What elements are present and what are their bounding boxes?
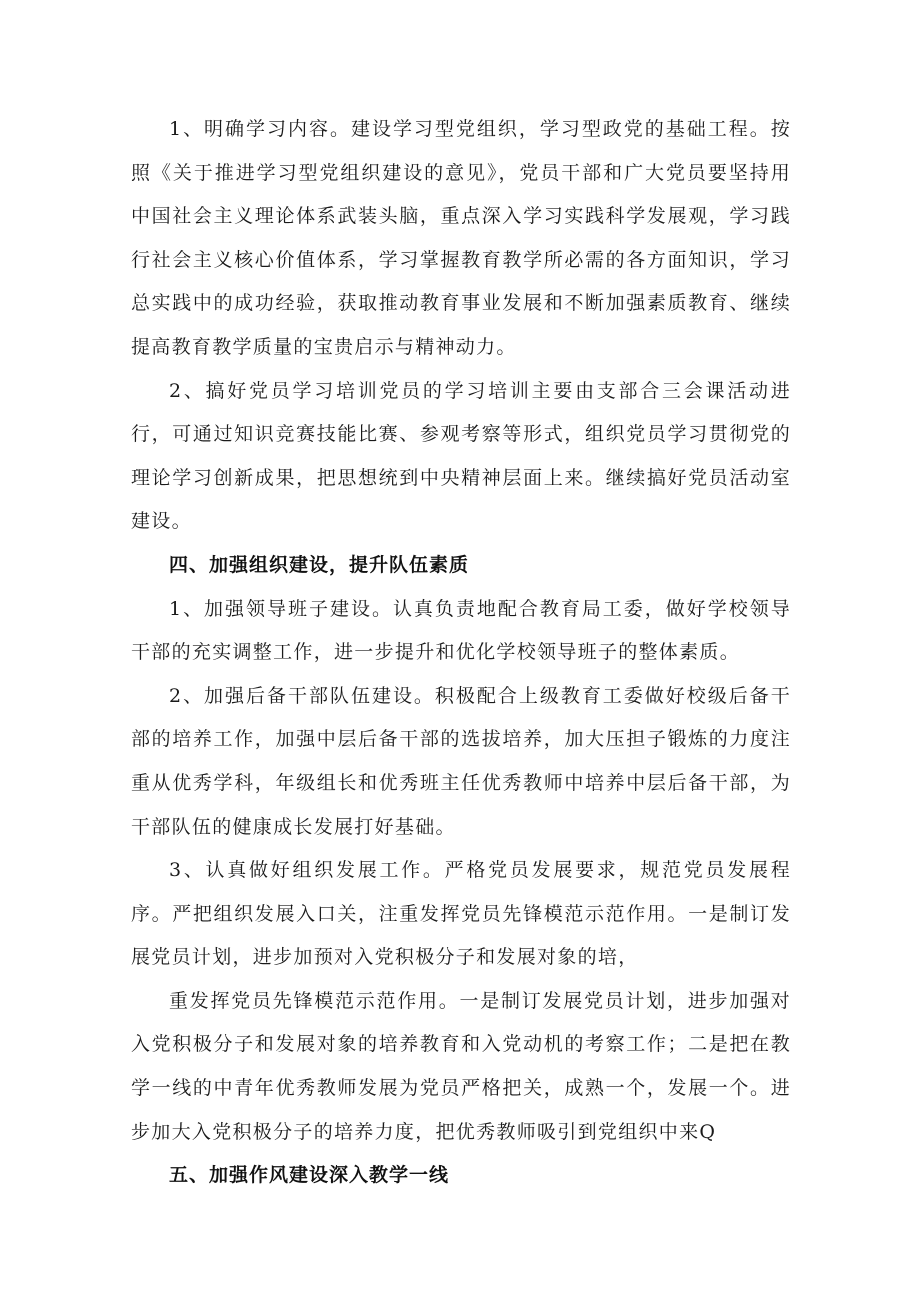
section-heading-work-style: 五、加强作风建设深入教学一线: [169, 1164, 450, 1187]
section-heading-organization: 四、加强组织建设，提升队伍素质: [169, 553, 470, 576]
paragraph-reserve-cadres: 2、加强后备干部队伍建设。积极配合上级教育工委做好校级后备干部的培养工作，加强中层后备干部的选拔培养，加大压担子锻炼的力度注重从优秀学科，年级组长和优秀班主任优秀教师中培养中层后备干部，为干部队伍的健康成长发展打好基础。: [131, 684, 791, 838]
paragraph-learning-content: 1、明确学习内容。建设学习型党组织，学习型政党的基础工程。按照《关于推进学习型党组织建设的意见》，党员干部和广大党员要坚持用中国社会主义理论体系武装头脑，重点深入学习实践科学发展观，学习践行社会主义核心价值体系，学习掌握教育教学所必需的各方面知识，学习总实践中的成功经验，获取推动教育事业发展和不断加强素质教育、继续提高教育教学质量的宝贵启示与精神动力。: [131, 118, 791, 358]
document-body: [131, 108, 791, 1198]
paragraph-member-training: 2、搞好党员学习培训党员的学习培训主要由支部合三会课活动进行，可通过知识竞赛技能比赛、参观考察等形式，组织党员学习贯彻党的理论学习创新成果，把思想统到中央精神层面上来。继续搞好党员活动室建设。: [131, 379, 791, 533]
paragraph-leadership: 1、加强领导班子建设。认真负责地配合教育局工委，做好学校领导干部的充实调整工作，进一步提升和优化学校领导班子的整体素质。: [131, 597, 791, 664]
paragraph-organization-development: 3、认真做好组织发展工作。严格党员发展要求，规范党员发展程序。严把组织发展入口关，注重发挥党员先锋模范示范作用。一是制订发展党员计划，进步加预对入党积极分子和发展对象的培，: [131, 859, 791, 969]
paragraph-exemplary-role: 重发挥党员先锋模范示范作用。一是制订发展党员计划，进步加强对入党积极分子和发展对象的培养教育和入党动机的考察工作；二是把在教学一线的中青年优秀教师发展为党员严格把关，成熟一个，发展一个。进步加大入党积极分子的培养力度，把优秀教师吸引到党组织中来Q: [131, 989, 791, 1143]
